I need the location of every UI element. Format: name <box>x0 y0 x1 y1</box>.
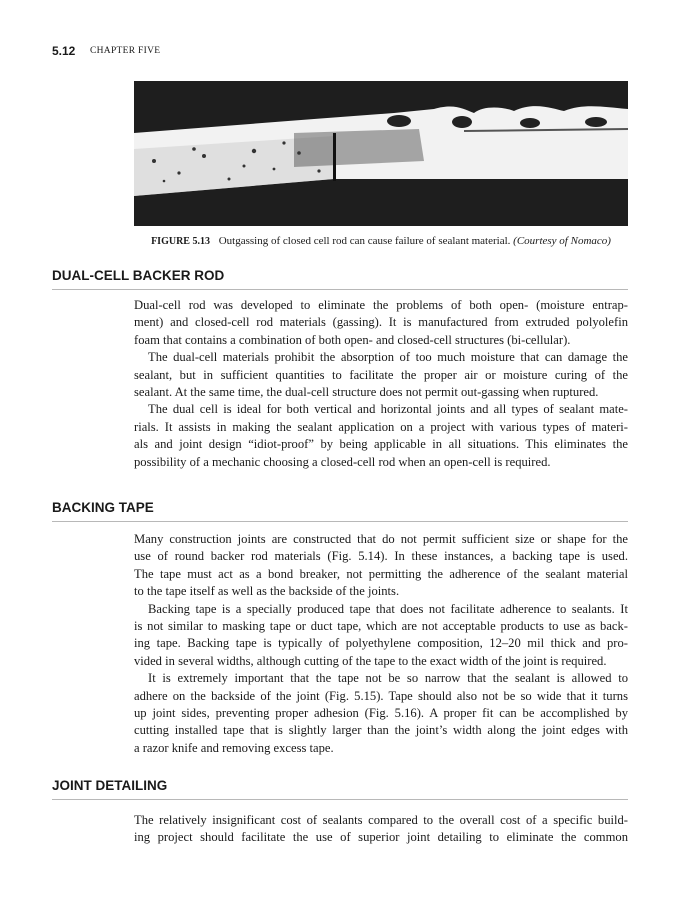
text-line: als and joint design “idiot-proof” by being applicable in all situations. This eliminates the <box>134 437 628 452</box>
page-number: 5.12 <box>52 44 76 58</box>
text-line: It is extremely important that the tape not be so narrow that the sealant is allowed to <box>148 671 628 686</box>
text-line: The relatively insignificant cost of sealants compared to the overall cost of a specific build- <box>134 813 628 827</box>
section-rule <box>52 521 628 522</box>
text-line: vided in several widths, although cutting of the tape to the exact width of the joint is required. <box>134 653 607 668</box>
figure-photo <box>134 81 628 226</box>
text-line: is not similar to masking tape or duct tape, which are not acceptable products to use as back- <box>134 618 628 633</box>
text-line: Backing tape is a specially produced tape that does not facilitate adherence to sealants. It <box>148 601 628 616</box>
caption-credit: (Courtesy of Nomaco) <box>513 235 611 247</box>
section-heading: JOINT DETAILING <box>52 778 168 793</box>
text-line: ing tape. Backing tape is typically of polyethylene composition, 12–20 mil thick and pro- <box>134 636 628 651</box>
text-line: adhere on the backside of the joint (Fig. 5.15). Tape should also not be so wide that it turns <box>134 688 628 703</box>
text-line: foam that contains a combination of both open- and closed-cell structures (bi-cellular). <box>134 332 571 347</box>
text-line: up joint sides, preventing proper adhesion (Fig. 5.16). A proper fit can be accomplished by <box>134 705 628 720</box>
text-line: ment) and closed-cell rod materials (gassing). It is manufactured from extruded polyolefin <box>134 315 628 330</box>
text-line: The dual cell is ideal for both vertical and horizontal joints and all types of sealant mate- <box>148 402 628 417</box>
figure-caption <box>134 235 628 247</box>
section-heading: BACKING TAPE <box>52 500 154 515</box>
caption-text: Outgassing of closed cell rod can cause failure of sealant material. <box>218 235 511 247</box>
text-line: The dual-cell materials prohibit the absorption of too much moisture that can damage the <box>148 350 628 365</box>
figure-label: FIGURE 5.13 <box>151 236 210 247</box>
text-line: cutting installed tape that is slightly larger than the joint’s width along the joint edges with <box>134 723 628 738</box>
text-line: Many construction joints are constructed that do not permit sufficient size or shape for the <box>134 532 628 546</box>
section-body <box>134 297 628 471</box>
section-rule <box>52 289 628 290</box>
running-header: CHAPTER FIVE <box>90 46 161 56</box>
text-line: The tape must act as a bond breaker, not permitting the adherence of the sealant material <box>134 566 628 581</box>
text-line: use of round backer rod materials (Fig. 5.14). In these instances, a backing tape is used. <box>134 549 628 564</box>
text-line: Dual-cell rod was developed to eliminate the problems of both open- (moisture entrap- <box>134 298 628 312</box>
text-line: to the tape itself as well as the backside of the joints. <box>134 584 400 599</box>
section-heading: DUAL-CELL BACKER ROD <box>52 268 225 283</box>
text-line: sealant, but in sufficient quantities to facilitate the proper air or moisture curing of the <box>134 367 628 382</box>
text-line: rials. It assists in making the sealant application on a project with various types of materi- <box>134 419 628 434</box>
text-line: ing project should facilitate the use of superior joint detailing to eliminate the common <box>134 830 628 845</box>
text-line: a razor knife and removing excess tape. <box>134 740 334 755</box>
section-rule <box>52 799 628 800</box>
section-body <box>134 531 628 757</box>
text-line: possibility of a mechanic choosing a closed-cell rod when an open-cell is required. <box>134 454 551 469</box>
text-line: sealant. At the same time, the dual-cell structure does not permit out-gassing when ruptured. <box>134 384 599 399</box>
section-body <box>134 812 628 847</box>
